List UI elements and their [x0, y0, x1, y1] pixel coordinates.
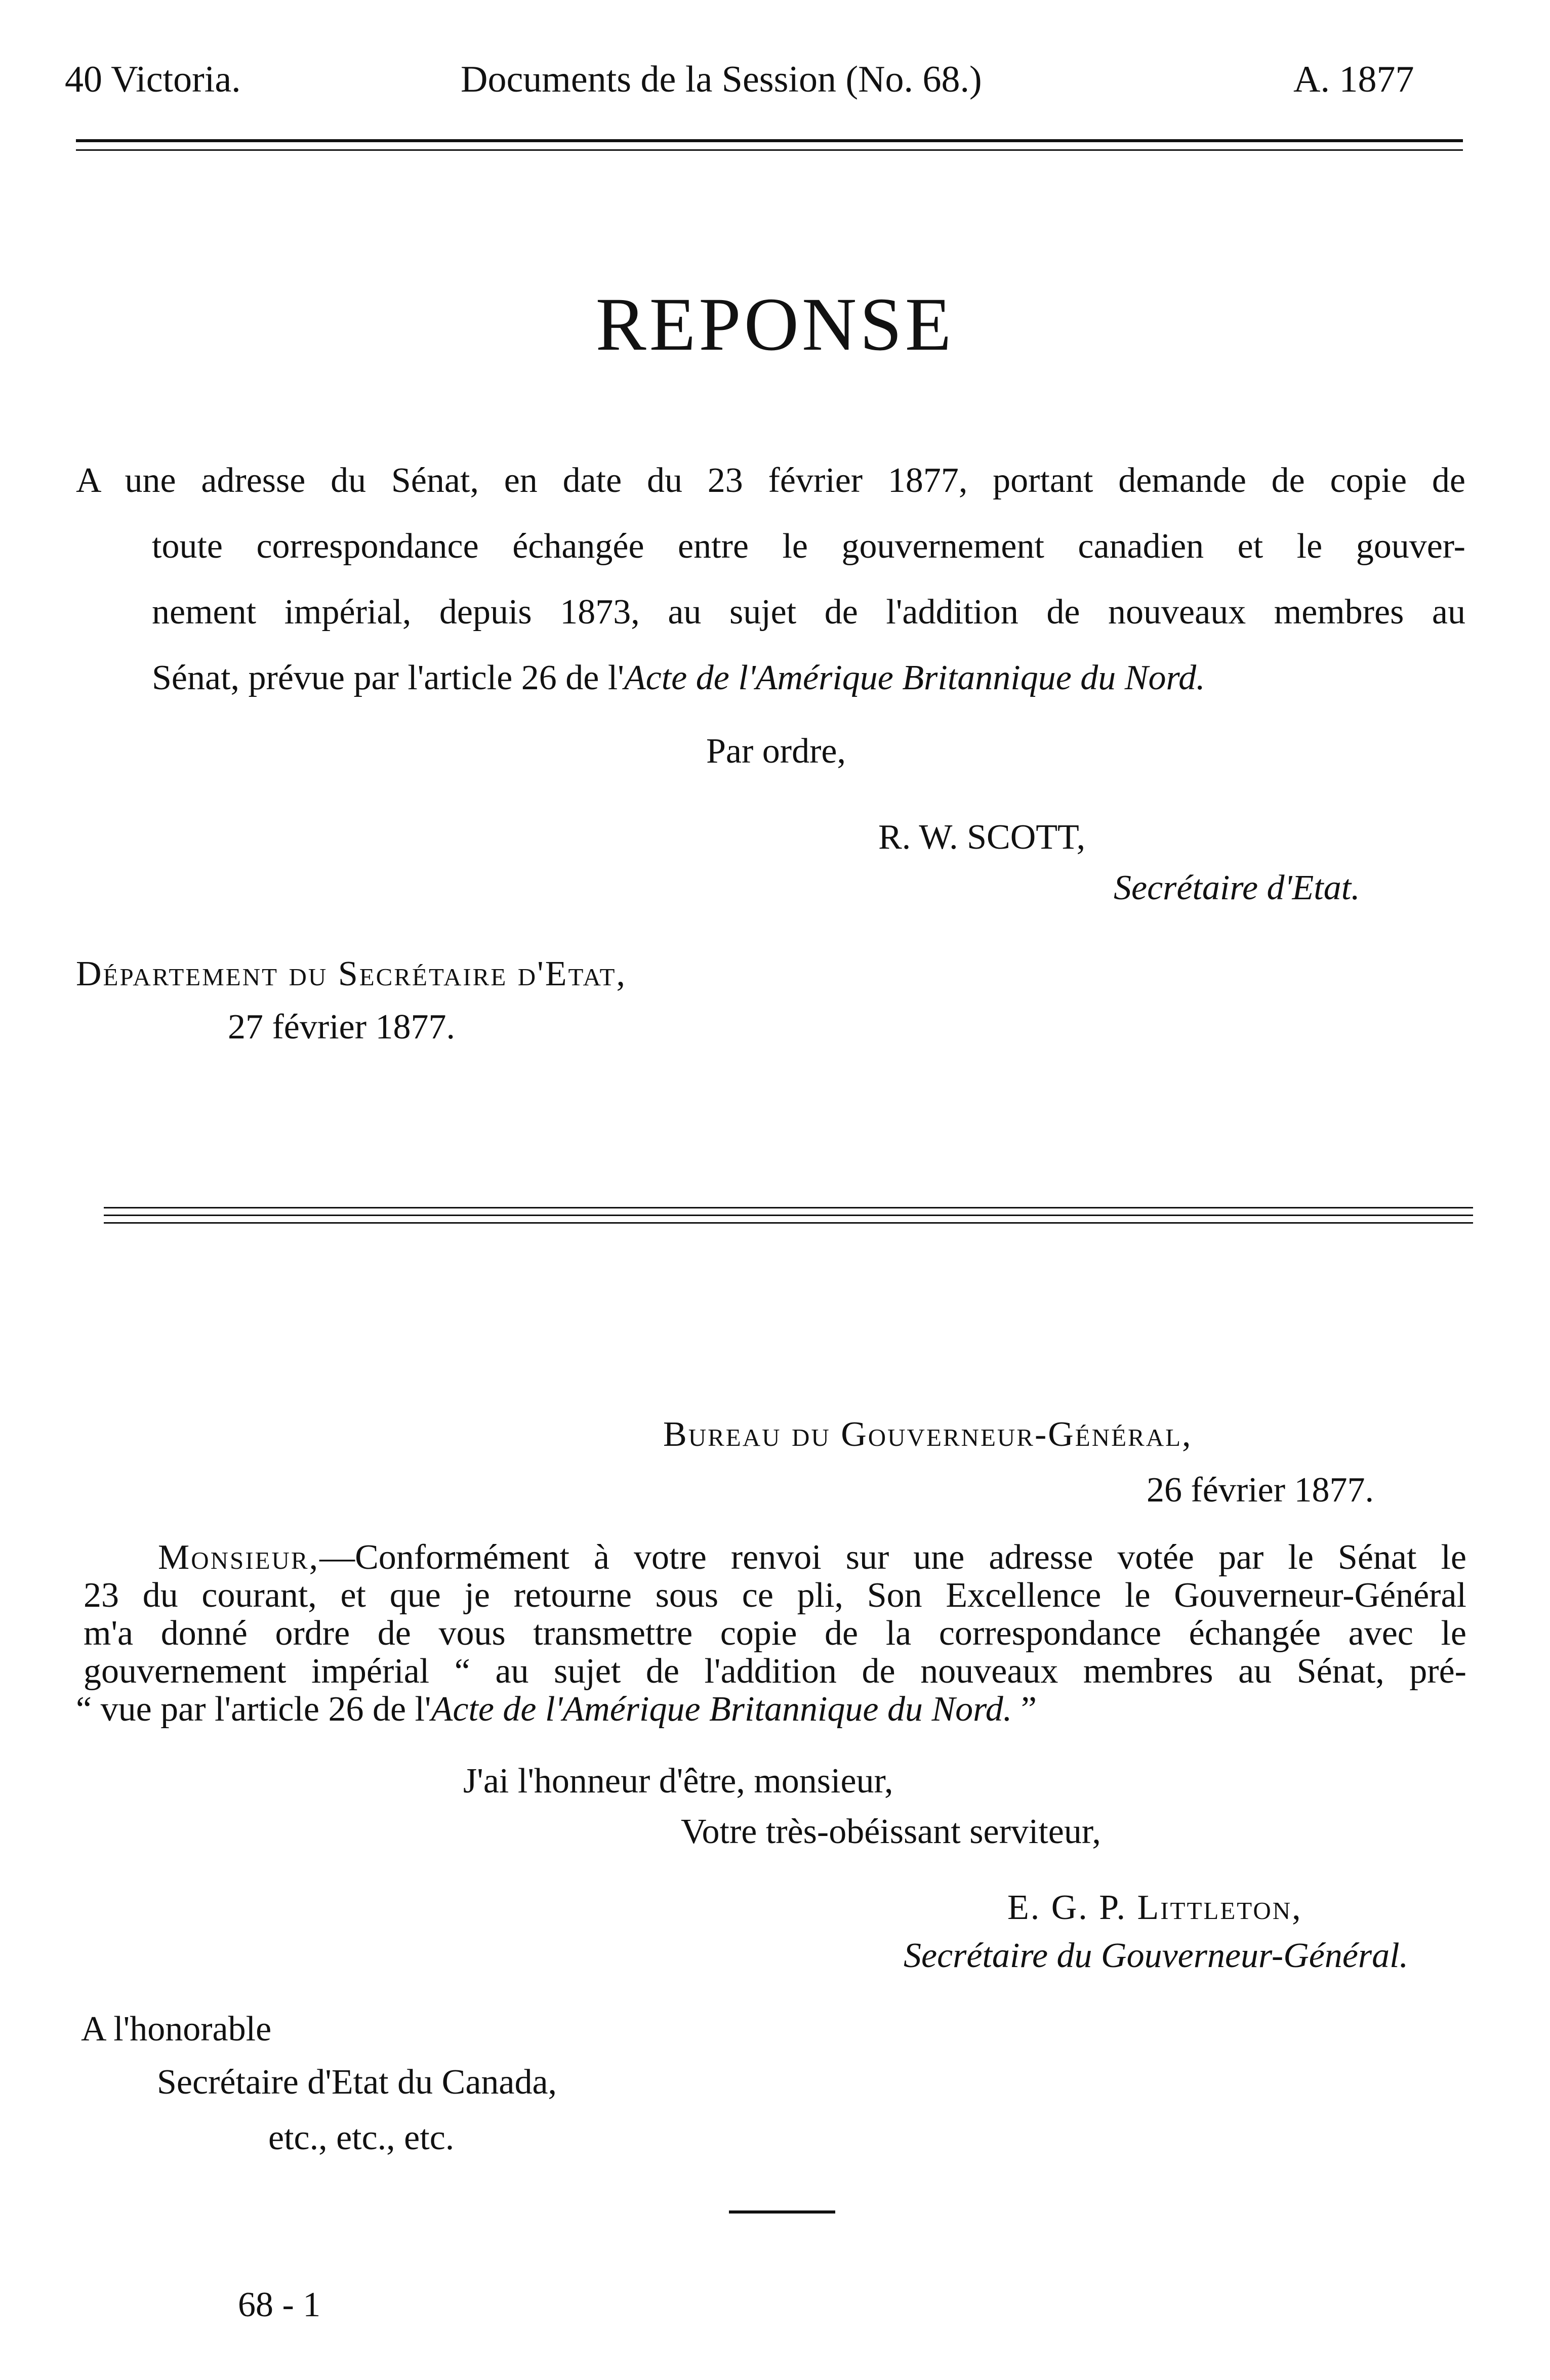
separator-rule-2	[104, 1215, 1473, 1216]
par-ordre: Par ordre,	[706, 732, 846, 771]
address-line-1: A une adresse du Sénat, en date du 23 février 1877, portant demande de copie de	[76, 461, 1465, 500]
letter-line-1	[158, 1538, 1466, 1577]
header-center: Documents de la Session (No. 68.)	[461, 59, 982, 100]
letter-signer-name: E. G. P. Littleton,	[1007, 1888, 1302, 1927]
separator-rule-3	[104, 1222, 1473, 1224]
header-left: 40 Victoria.	[65, 59, 241, 100]
letter-office: Bureau du Gouverneur-Général,	[663, 1415, 1193, 1454]
header-rule-top	[76, 139, 1463, 142]
page-title: REPONSE	[595, 282, 955, 366]
letter-closing-2: Votre très-obéissant serviteur,	[681, 1812, 1101, 1851]
address-line-4-text: Sénat, prévue par l'article 26 de l'	[152, 658, 624, 697]
letter-line-5-text: “ vue par l'article 26 de l'	[76, 1690, 431, 1729]
letter-salutation: Monsieur,	[158, 1538, 320, 1577]
department-name: Département du Secrétaire d'Etat,	[76, 954, 627, 993]
recipient-line-1: A l'honorable	[81, 2010, 272, 2049]
letter-signer-title: Secrétaire du Gouverneur-Général.	[904, 1936, 1409, 1975]
header-right: A. 1877	[1293, 59, 1414, 100]
letter-line-1-text: —Conformément à votre renvoi sur une adresse votée par le Sénat le	[319, 1538, 1466, 1577]
letter-line-5-close: ”	[1012, 1690, 1037, 1729]
letter-line-2: 23 du courant, et que je retourne sous ce pli, Son Excellence le Gouverneur-Général	[84, 1576, 1466, 1615]
letter-act-title: Acte de l'Amérique Britannique du Nord.	[431, 1690, 1012, 1729]
address-line-3: nement impérial, depuis 1873, au sujet de l'addition de nouveaux membres au	[152, 593, 1465, 632]
address-line-4	[152, 645, 1205, 711]
department-date: 27 février 1877.	[228, 1008, 456, 1047]
letter-line-4: gouvernement impérial “ au sujet de l'addition de nouveaux membres au Sénat, pré-	[84, 1652, 1466, 1691]
signer-scott-name: R. W. SCOTT,	[878, 818, 1086, 857]
address-line-2: toute correspondance échangée entre le gouvernement canadien et le gouver-	[152, 527, 1465, 566]
letter-date: 26 février 1877.	[1147, 1471, 1374, 1510]
page-number: 68 - 1	[238, 2285, 321, 2324]
address-act-title: Acte de l'Amérique Britannique du Nord.	[624, 658, 1205, 697]
recipient-line-2: Secrétaire d'Etat du Canada,	[157, 2063, 557, 2102]
letter-closing-1: J'ai l'honneur d'être, monsieur,	[463, 1762, 893, 1801]
footer-rule	[729, 2210, 835, 2214]
header-rule-bottom	[76, 149, 1463, 151]
letter-line-3: m'a donné ordre de vous transmettre copie de la correspondance échangée avec le	[84, 1614, 1466, 1653]
signer-scott-title: Secrétaire d'Etat.	[1114, 868, 1360, 907]
letter-line-5	[76, 1690, 1037, 1729]
separator-rule-1	[104, 1207, 1473, 1208]
recipient-line-3: etc., etc., etc.	[268, 2118, 455, 2157]
